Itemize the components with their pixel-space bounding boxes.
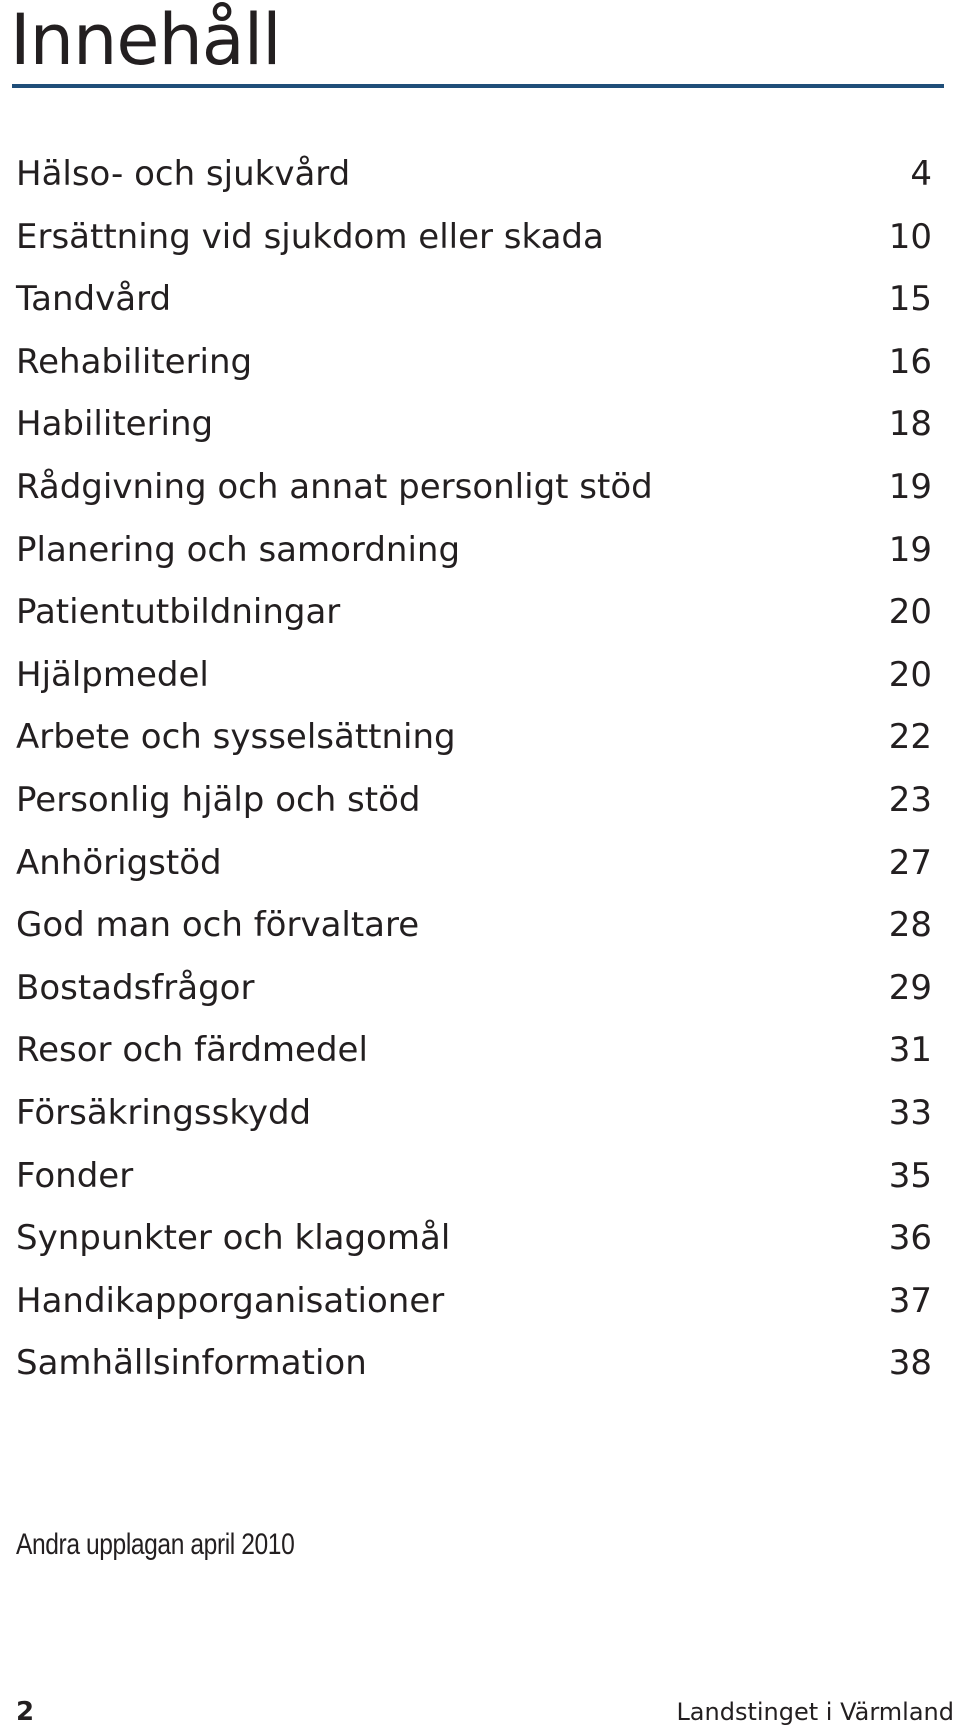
toc-entry-page: 19 [888,466,932,507]
toc-entry-label: Resor och färdmedel [16,1030,368,1071]
toc-entry[interactable] [16,456,932,519]
toc-entry-label: Arbete och sysselsättning [16,717,456,758]
toc-entry-label: Samhällsinformation [16,1343,367,1384]
toc-entry[interactable] [16,143,932,206]
toc-entry-label: Synpunkter och klagomål [16,1218,451,1259]
toc-entry[interactable] [16,331,932,394]
toc-entry[interactable] [16,832,932,895]
toc-entry-page: 31 [888,1030,932,1071]
toc-entry-page: 28 [888,905,932,946]
toc-entry-page: 4 [910,154,932,194]
toc-entry[interactable] [16,581,932,644]
toc-entry[interactable] [16,393,932,456]
toc-entry-label: Rådgivning och annat personligt stöd [16,466,653,507]
toc-entry[interactable] [16,1082,932,1145]
toc-entry-page: 15 [888,279,932,320]
toc-entry-label: Fonder [16,1155,134,1196]
edition-note: Andra upplagan april 2010 [16,1528,295,1561]
table-of-contents [16,143,932,1395]
toc-entry-page: 18 [888,404,932,445]
toc-entry-page: 38 [888,1343,932,1384]
toc-entry-page: 16 [888,341,932,382]
toc-entry-page: 29 [888,967,932,1008]
toc-entry-page: 36 [888,1218,932,1259]
toc-entry-label: Tandvård [16,279,172,320]
toc-entry-label: Rehabilitering [16,341,253,382]
toc-entry[interactable] [16,519,932,582]
toc-entry-label: Bostadsfrågor [16,967,255,1008]
footer-organization: Landstinget i Värmland [676,1698,954,1726]
toc-entry-page: 23 [888,779,932,820]
page-title: Innehåll [10,0,281,81]
toc-entry-page: 19 [888,529,932,570]
toc-entry-page: 10 [888,216,932,257]
toc-entry-label: Patientutbildningar [16,592,341,633]
toc-entry[interactable] [16,957,932,1020]
toc-entry[interactable] [16,894,932,957]
toc-entry[interactable] [16,1207,932,1270]
toc-entry-label: Handikapporganisationer [16,1280,445,1321]
toc-entry-page: 20 [888,592,932,633]
toc-entry[interactable] [16,706,932,769]
page-number: 2 [16,1697,35,1727]
title-divider [12,84,944,88]
toc-entry[interactable] [16,1019,932,1082]
toc-entry[interactable] [16,1332,932,1395]
toc-entry-label: Habilitering [16,404,214,445]
toc-entry-label: Ersättning vid sjukdom eller skada [16,216,604,257]
toc-entry-page: 33 [888,1092,932,1133]
toc-entry[interactable] [16,268,932,331]
toc-entry-page: 27 [888,842,932,883]
toc-entry[interactable] [16,769,932,832]
toc-entry-label: Anhörigstöd [16,842,222,883]
toc-entry-page: 37 [888,1280,932,1321]
toc-entry[interactable] [16,644,932,707]
toc-entry[interactable] [16,206,932,269]
toc-entry-label: Försäkringsskydd [16,1092,312,1133]
toc-entry-label: Hjälpmedel [16,654,209,695]
toc-entry-label: God man och förvaltare [16,905,420,946]
toc-entry[interactable] [16,1270,932,1333]
page-footer [16,1697,954,1727]
toc-entry-page: 20 [888,654,932,695]
toc-entry-page: 35 [888,1155,932,1196]
toc-entry-page: 22 [888,717,932,758]
toc-entry[interactable] [16,1145,932,1208]
toc-entry-label: Planering och samordning [16,529,461,570]
toc-entry-label: Hälso- och sjukvård [16,154,351,194]
toc-entry-label: Personlig hjälp och stöd [16,779,421,820]
